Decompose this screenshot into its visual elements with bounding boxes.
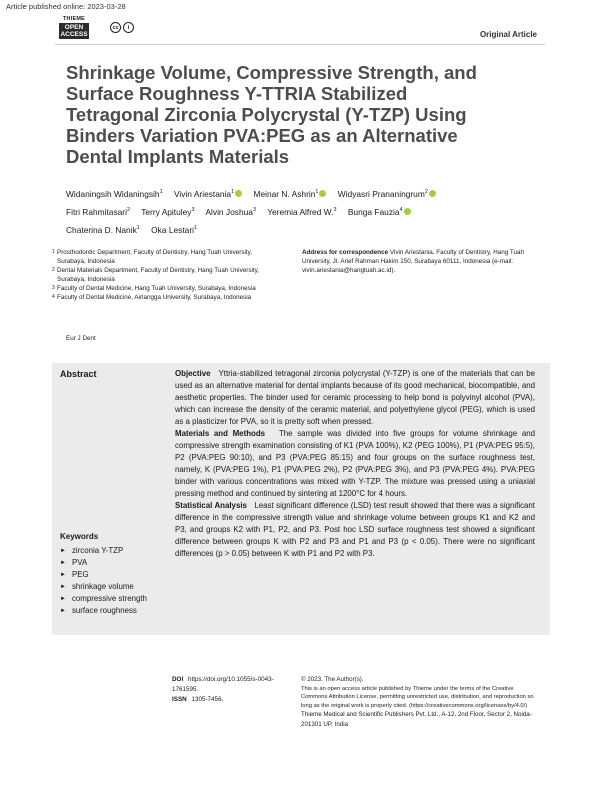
author <box>66 207 130 217</box>
author <box>205 207 256 217</box>
author <box>151 225 197 235</box>
publication-date: Article published online: 2023-03-28 <box>6 2 126 11</box>
orcid-icon[interactable] <box>429 190 436 197</box>
abstract-section-body: The sample was divided into five groups for volume shrinkage and compressive strength examination consisting of K1 (PVA 100%), K2 (PEG 100%), P1 (PVA:PEG 95:5), P2 (PVA:PEG 90:10), and P3 (PVA:PEG 85:15) and four groups on the surface roughness test, namely, K (PVA:PEG 1%), P1 (PVA:PEG 2%), P2 (PVA:PEG 3%), and P3 (PVA:PEG 4%). PVA:PEG binder with various concentrations was mixed with Y-TZP. The mixture was pressed using a uniaxial pressing method and continued by sintering at 1200°C for 4 hours. <box>175 429 535 498</box>
abstract-section <box>175 368 535 428</box>
license-icons <box>110 22 134 33</box>
author-affiliation-number: 3 <box>191 207 195 213</box>
correspondence-label: Address for correspondence <box>302 249 389 256</box>
article-title: Shrinkage Volume, Compressive Strength, and Surface Roughness Y-TTRIA Stabilized Tetragonal Zirconia Polycrystal (Y-TZP) Using Binders Variation PVA:PEG as an Alternative Dental Implants Materials <box>66 62 477 167</box>
logo-box <box>59 23 89 39</box>
author-name: Vivin Ariestania <box>173 188 232 199</box>
author-affiliation-number: 2 <box>126 207 131 213</box>
affiliation-text: Prosthodontic Department, Faculty of Dentistry, Hang Tuah University, Surabaya, Indonesia <box>57 249 253 265</box>
author-affiliation-number: 4 <box>399 207 403 213</box>
affiliations <box>52 248 282 302</box>
keyword-item: ► zirconia Y-TZP <box>60 545 147 557</box>
thieme-open-access-logo <box>59 16 89 42</box>
orcid-icon[interactable] <box>235 190 242 197</box>
author <box>66 189 163 199</box>
orcid-icon[interactable] <box>319 190 326 197</box>
keyword-item: ► PVA <box>60 557 147 569</box>
journal-name: Eur J Dent <box>66 335 96 342</box>
affiliation-item <box>52 248 282 266</box>
affiliation-text: Dental Materials Department, Faculty of Dentistry, Hang Tuah University, Surabaya, Indonesia <box>57 267 260 283</box>
keyword-item: ► PEG <box>60 569 147 581</box>
abstract-section <box>175 500 535 560</box>
author <box>66 225 140 235</box>
author-name: Meinar N. Ashrin <box>253 188 316 199</box>
author <box>338 189 436 199</box>
issn-label: ISSN <box>172 696 187 703</box>
author-affiliation-number: 1 <box>231 189 235 195</box>
keywords-list <box>60 545 147 618</box>
author-affiliation-number: 1 <box>136 225 140 231</box>
doi-issn-block <box>172 675 282 705</box>
correspondence-text: Vivin Ariestania, Faculty of Dentistry, Hang Tuah University, Jl. Arief Rahman Hakim 150, Surabaya 60111, Indonesia (e-mail: vivin.ariestania@hangtuah.ac.id). <box>302 249 525 274</box>
author-name: Yeremia Alfred W. <box>267 206 334 217</box>
affiliation-item <box>52 284 282 293</box>
doi-label: DOI <box>172 676 184 683</box>
author-name: Widyasri Prananingrum <box>337 188 425 199</box>
copyright-line: © 2023. The Author(s). <box>301 676 364 683</box>
affiliation-number: 1 <box>52 249 55 255</box>
author-affiliation-number: 3 <box>333 207 337 213</box>
issn-value: 1305-7456. <box>191 696 224 703</box>
doi-link[interactable]: https://doi.org/10.1055/s-0043-1761595. <box>172 676 274 693</box>
author-affiliation-number: 1 <box>193 225 198 231</box>
abstract-section-body: Yttria-stabilized tetragonal zirconia polycrystal (Y-TZP) is one of the materials that can be used as an alternative material for dental implants because of its good mechanical, biocompatible, and aesthetic properties. The binder used for ceramic processing to help bond is polyvinyl alcohol (PVA), which can increase the density of the ceramic material, and polyethylene glycol (PEG), which is used as a plasticizer for PVA, so it is pretty soft when pressed. <box>175 369 535 426</box>
copyright-block <box>301 675 541 729</box>
license-text: This is an open access article published by Thieme under the terms of the Creative Commons Attribution License, permitting unrestricted use, distribution, and reproduction so long as the original work is properly cited. (https://creativecommons.org/licenses/by/4.0/) <box>301 685 534 709</box>
abstract-section <box>175 428 535 500</box>
author-name: Oka Lestari <box>151 224 194 235</box>
author <box>141 207 194 217</box>
abstract-label: Abstract <box>60 369 97 379</box>
keyword-item: ► compressive strength <box>60 593 147 605</box>
affiliation-number: 2 <box>52 267 55 273</box>
logo-mid-text: OPEN <box>64 24 84 31</box>
author-affiliation-number: 1 <box>315 189 319 195</box>
affiliation-item <box>52 293 282 302</box>
author <box>348 207 411 217</box>
abstract-section-heading: Materials and Methods <box>175 429 266 438</box>
author-name: Chaterina D. Nanik <box>66 224 137 235</box>
abstract-text <box>175 368 535 560</box>
author <box>267 207 336 217</box>
author-name: Fitri Rahmitasari <box>66 206 127 217</box>
correspondence <box>302 248 542 275</box>
author-affiliation-number: 3 <box>252 207 256 213</box>
author-list <box>66 184 526 238</box>
author-affiliation-number: 2 <box>424 189 428 195</box>
logo-bottom-text: ACCESS <box>60 31 88 38</box>
author <box>253 189 326 199</box>
affiliation-text: Faculty of Dental Medicine, Hang Tuah University, Surabaya, Indonesia <box>57 285 256 292</box>
orcid-icon[interactable] <box>404 208 411 215</box>
keyword-item: ► surface roughness <box>60 605 147 617</box>
abstract-section-body: Least significant difference (LSD) test result showed that there was a significant difference in the compressive strength value and shrinkage volume between groups K1 and K2 and P3, and groups K2 with P1, P2, and P3. Post hoc LSD surface roughness test showed a significant difference between groups K with P2 and P3 and P1 and P3 (p < 0.05). There were no significant differences (p > 0.05) between K with P1 and P2 with P3. <box>175 501 535 558</box>
abstract-section-heading: Statistical Analysis <box>175 501 247 510</box>
header-divider <box>55 44 545 45</box>
author-name: Alvin Joshua <box>205 206 253 217</box>
author-name: Bunga Fauzia <box>347 206 400 217</box>
keyword-item: ► shrinkage volume <box>60 581 147 593</box>
logo-top-text: THIEME <box>63 16 85 22</box>
affiliation-number: 3 <box>52 285 55 291</box>
attribution-icon: i <box>123 22 134 33</box>
author-name: Widaningsih Widaningsih <box>66 188 160 199</box>
affiliation-number: 4 <box>52 294 55 300</box>
author-affiliation-number: 1 <box>159 189 163 195</box>
author-name: Terry Apituley <box>141 206 192 217</box>
article-type: Original Article <box>479 30 537 39</box>
creative-commons-icon: cc <box>110 22 121 33</box>
author <box>174 189 242 199</box>
affiliation-item <box>52 266 282 284</box>
doi-line <box>172 675 282 695</box>
issn-line <box>172 695 282 705</box>
affiliation-text: Faculty of Dental Medicine, Airlangga University, Surabaya, Indonesia <box>57 294 252 301</box>
abstract-section-heading: Objective <box>175 369 211 378</box>
keywords-label: Keywords <box>60 532 99 541</box>
publisher-text: Thieme Medical and Scientific Publishers Pvt. Ltd., A-12, 2nd Floor, Sector 2, Noida-201301 UP, India <box>301 711 532 728</box>
